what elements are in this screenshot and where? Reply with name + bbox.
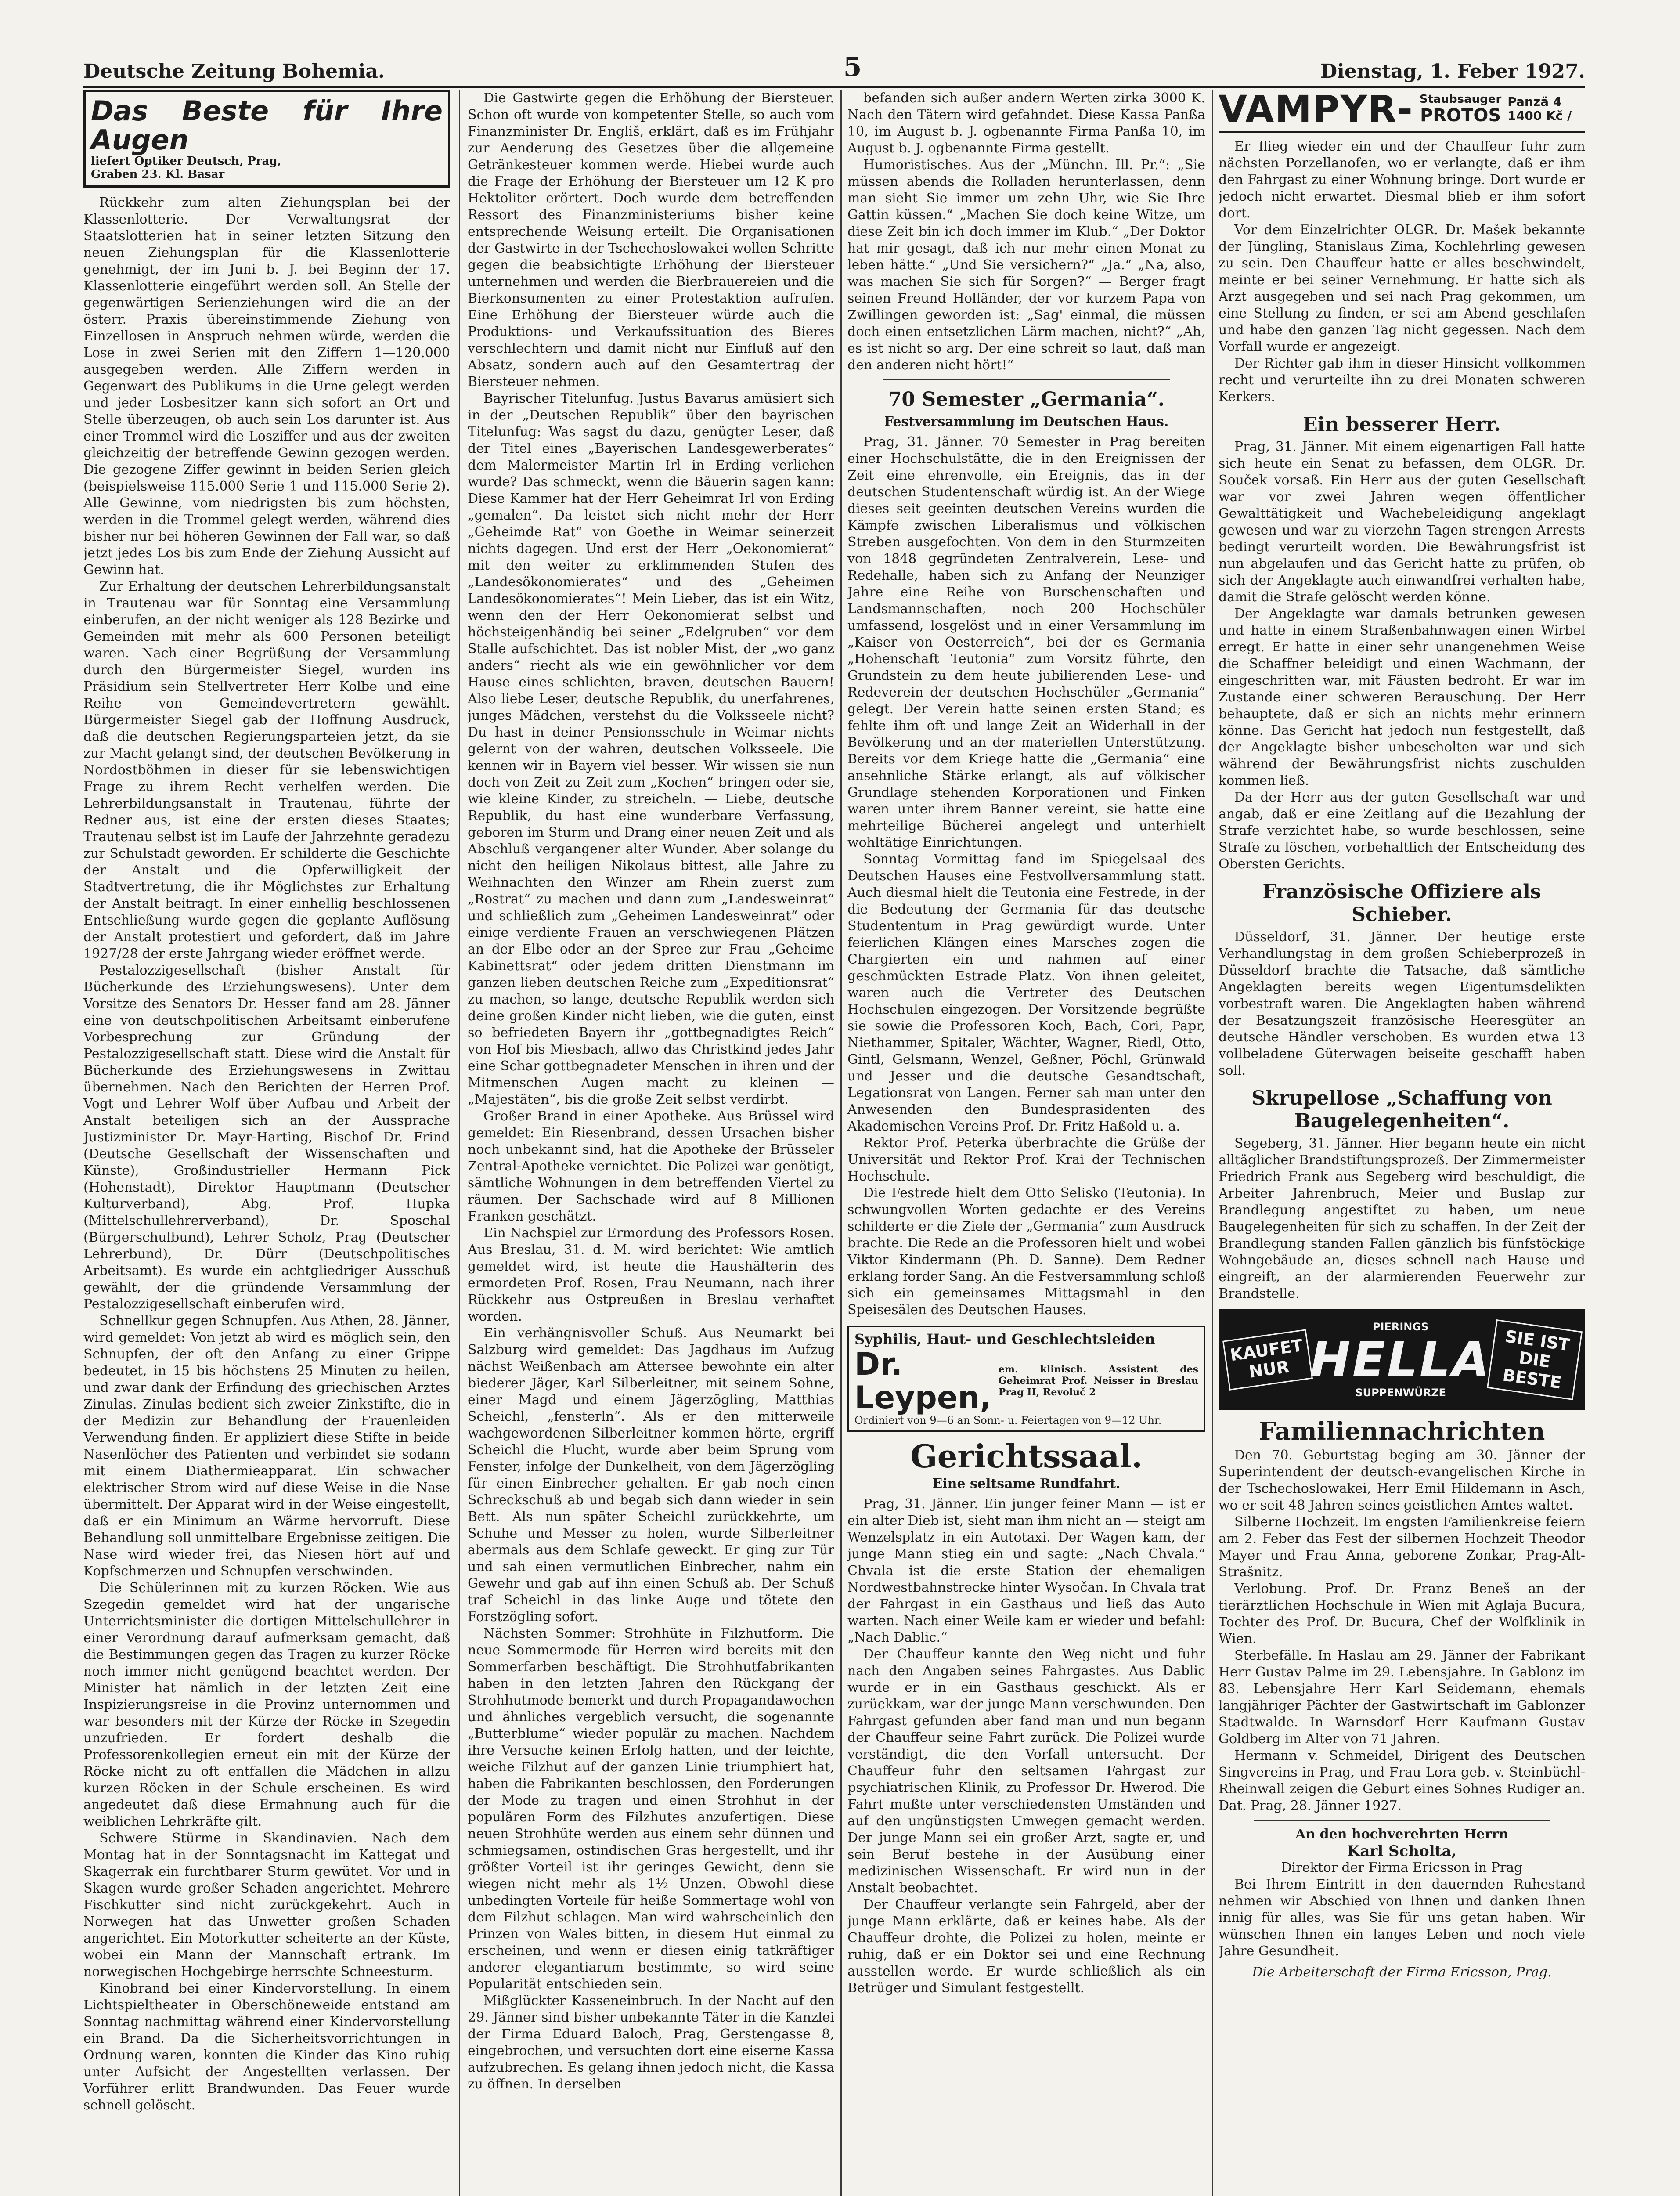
news-item: Zur Erhaltung der deutschen Lehrerbildungsanstalt in Trautenau war für Sonntag eine Versammlung einberufen, an der nicht weniger als 128 Bezirke und Gemeinden mit mehr als 600 Personen beteiligt waren. Nach einer Begrüßung der Versammlung durch den Bürgermeister Siegel, wurden ins Präsidium sein Stellvertreter Herr Kolbe und eine Reihe von Gemeindevertretern gewählt. Bürgermeister Siegel gab der Hoffnung Ausdruck, daß die deutschen Regierungsparteien jetzt, da sie zur Macht gelangt sind, der deutschen Bevölkerung in Nordostböhmen in dieser für sie lebenswichtigen Frage zu ihrem Recht verhelfen werden. Die Lehrerbildungsanstalt in Trautenau, führte der Redner aus, ist eine der ersten dieses Staates; Trautenau selbst ist im Laufe der Jahrzehnte geradezu zur Schulstadt geworden. Er schilderte die Geschichte der Anstalt und die Opferwilligkeit der Stadtvertretung, die ihr Möglichstes zur Erhaltung der Anstalt beitragt. In einer einhellig beschlossenen Entschließung wurde gegen die geplante Auflösung der Anstalt protestiert und gefordert, daß im Jahre 1927/28 der erste Jahrgang wieder eröffnet werde. <box>83 579 450 961</box>
bau-headline: Skrupellose „Schaffung von Baugelegenheiten“. <box>1251 1087 1552 1132</box>
dank-firm: Direktor der Firma Ericsson in Prag <box>1281 1860 1523 1875</box>
herr-headline: Ein besserer Herr. <box>1303 413 1501 436</box>
gerichtssaal-headline: Gerichtssaal. <box>910 1438 1143 1475</box>
optiker-ad-title: Das Beste für Ihre Augen <box>91 95 443 156</box>
article-paragraph: Rektor Prof. Peterka überbrachte die Grüße der Universität und Rektor Prof. Krai der Technischen Hochschule. <box>847 1135 1205 1184</box>
doctor-ad-name: Dr. Leypen, <box>854 1346 991 1416</box>
column-3-intro <box>847 90 1205 374</box>
news-item: Kinobrand bei einer Kindervorstellung. In einem Lichtspieltheater in Oberschöneweide entstand am Sonntag nachmittag während einer Kindervorstellung ein Brand. Da die Sicherheitsvorrichtungen in Ordnung waren, konnten die Kinder das Kino ruhig unter Aufsicht der Angestellten verlassen. Der Vorführer erlitt Brandwunden. Das Feuer wurde schnell gelöscht. <box>83 1981 450 2113</box>
article-paragraph: Prag, 31. Jänner. Mit einem eigenartigen Fall hatte sich heute ein Senat zu befassen, dem OLGR. Dr. Souček vorsaß. Ein Herr aus der guten Gesellschaft war vor zwei Jahren wegen öffentlicher Gewalttätigkeit und Wachebeleidigung angeklagt gewesen und war zu vierzehn Tagen strengen Arrests bedingt verurteilt worden. Die Bewährungsfrist ist nun abgelaufen und das Gericht hatte zu prüfen, ob sich der Angeklagte auch einwandfrei verhalten habe, damit die Strafe gelöscht werden könne. <box>1219 439 1585 605</box>
hella-ad <box>1219 1309 1585 1410</box>
offiziere-headline: Französische Offiziere als Schieber. <box>1262 881 1541 926</box>
doctor-ad <box>847 1326 1205 1432</box>
bau-article <box>1219 1135 1585 1302</box>
doctor-ad-hours: Ordiniert von 9—6 an Sonn- u. Feiertagen von 9—12 Uhr. <box>854 1414 1162 1427</box>
news-item: Pestalozzigesellschaft (bisher Anstalt für Bücherkunde des Erziehungswesens). Unter dem Vorsitze des Senators Dr. Hesser fand am 28. Jänner eine von deutschpolitischen Arbeitsamt einberufene Vorbesprechung zur Gründung der Pestalozzigesellschaft statt. Diese wird die Anstalt für Bücherkunde des Erziehungswesens in Zwittau übernehmen. Nach den Berichten der Herren Prof. Vogt und Lehrer Wolf über Aufbau und Arbeit der Anstalt beteiligen sich an der Aussprache Justizminister Dr. Mayr-Harting, Bischof Dr. Frind (Deutsche Gesellschaft der Wissenschaften und Künste), Großindustrieller Hermann Pick (Hohenstadt), Direktor Hauptmann (Deutscher Kulturverband), Abg. Prof. Hupka (Mittelschullehrerverband), Dr. Sposchal (Bürgerschulbund), Lehrer Scholz, Prag (Deutscher Lehrerbund), Dr. Dürr (Deutschpolitisches Arbeitsamt). Es wurde ein achtgliedriger Ausschuß gewählt, der die gründende Versammlung der Pestalozzigesellschaft einberufen wird. <box>83 963 450 1312</box>
vampyr-price: 1400 Kč / <box>1507 108 1572 123</box>
article-paragraph: Er flieg wieder ein und der Chauffeur fuhr zum nächsten Porzellanofen, wo er verlangte, daß er ihm den Fahrgast zu einer Wohnung bringe. Dort wurde er jedoch nicht erwartet. Diesmal blieb er ihm sofort dort. <box>1219 139 1585 221</box>
masthead-paper-name: Deutsche Zeitung Bohemia. <box>83 60 385 83</box>
optiker-ad-line: liefert Optiker Deutsch, Prag, <box>91 155 281 168</box>
hella-ad-right: SIE IST DIE BESTE <box>1487 1319 1583 1400</box>
section-divider <box>883 379 1170 380</box>
article-paragraph: Die Festrede hielt dem Otto Selisko (Teutonia). In schwungvollen Worten gedachte er des Vereins schilderte er die Ziele der „Germania“ zum Ausdruck brachte. Die Rede an die Professoren hielt und wobei Viktor Kindermann (Ph. D. Sanne). Dem Redner erklang forder Sang. An die Festversammlung schloß sich ein gemeinsames Mittagsmahl in den Speisesälen des Deutschen Hauses. <box>847 1185 1205 1318</box>
section-divider <box>1254 1820 1550 1821</box>
germania-headline: 70 Semester „Germania“. <box>888 388 1165 411</box>
column-4-intro <box>1219 138 1585 405</box>
herr-article <box>1219 439 1585 873</box>
hella-ad-sub: SUPPENWÜRZE <box>1355 1387 1446 1399</box>
dank-article <box>1219 1876 1585 1960</box>
masthead <box>83 47 1585 88</box>
column-2 <box>468 90 834 2196</box>
article-paragraph: Der Richter gab ihm in dieser Hinsicht vollkommen recht und verurteilte ihn zu drei Monaten schweren Kerkers. <box>1219 356 1585 405</box>
germania-subheadline: Festversammlung im Deutschen Haus. <box>884 414 1169 430</box>
article-paragraph: Sterbefälle. In Haslau am 29. Jänner der Fabrikant Herr Gustav Palme im 29. Lebensjahre. In Gablonz im 83. Lebensjahre Herr Karl Seidemann, ehemals langjähriger Pächter der Gastwirtschaft im Gablonzer Stadtwalde. In Warnsdorf Herr Kaufmann Gustav Goldberg im Alter von 71 Jahren. <box>1219 1648 1585 1747</box>
masthead-date: Dienstag, 1. Feber 1927. <box>1320 60 1585 83</box>
column-4 <box>1219 90 1585 2196</box>
article-paragraph: Den 70. Geburtstag beging am 30. Jänner der Superintendent der deutsch-evangelischen Kirche in der Tschechoslowakei, Herr Emil Hildemann in Asch, wo er seit 48 Jahren seines geistlichen Amtes waltet. <box>1219 1448 1585 1513</box>
article-paragraph: Prag, 31. Jänner. Ein junger feiner Mann — ist er ein alter Dieb ist, sieht man ihm nicht an — steigt am Wenzelsplatz in ein Autotaxi. Der Wagen kam, der junge Mann stieg ein und sagte: „Nach Chvala.“ Chvala ist die erste Station der ehemaligen Nordwestbahnstrecke hinter Wysočan. In Chvala trat der Fahrgast in ein Gasthaus und ließ das Auto warten. Nach einer Weile kam er wieder und befahl: „Nach Dablic.“ <box>847 1496 1205 1645</box>
article-paragraph: Hermann v. Schmeidel, Dirigent des Deutschen Singvereins in Prag, und Frau Lora geb. v. Steinbüchl-Rheinwall zeigen die Geburt eines Sohnes Rudiger an. Dat. Prag, 28. Jänner 1927. <box>1219 1748 1585 1813</box>
column-divider <box>1212 90 1213 2196</box>
news-item: Die Schülerinnen mit zu kurzen Röcken. Wie aus Szegedin gemeldet wird hat der ungarische Unterrichtsminister die dortigen Mittelschullehrer in einer Verordnung darauf aufmerksam gemacht, daß die Bestimmungen gegen das Tragen zu kurzer Röcke noch immer nicht genügend beachtet werden. Der Minister hat nämlich in der letzten Zeit eine Inspizierungsreise in die Provinz unternommen und war besonders mit der Kürze der Röcke in Szegedin unzufrieden. Er fordert deshalb die Professorenkollegien erneut ein mit der Kürze der Röcke nicht zu oft entfallen die Mädchen in allzu kurzen Röcken in der Schule erscheinen. Es wird angedeutet daß diese Ermahnung auch für die weiblichen Lehrkräfte gilt. <box>83 1580 450 1829</box>
gerichtssaal-article <box>847 1496 1205 1997</box>
news-item: Ein verhängnisvoller Schuß. Aus Neumarkt bei Salzburg wird gemeldet: Das Jagdhaus im Aufzug nächst Weißenbach am Attersee bewohnte ein alter biederer Jäger, Karl Silberleitner, mit seinem Sohne, einer Magd und einem Jägerzögling, Matthias Scheichl, „fensterln“. Als er den mitterweile wachgewordenen Silberleitner kommen hörte, ergriff Scheichl die Flucht, wurde aber beim Sprung vom Fenster, infolge der Dunkelheit, von dem Jägerzögling für einen Einbrecher gehalten. Er gab noch einen Schreckschuß ab und begab sich dann wieder in sein Bett. Als nun später Scheichl zurückkehrte, um Schuhe und Messer zu holen, wurde Silberleitner abermals aus dem Schlafe geweckt. Er ging zur Tür und sah einen vermutlichen Einbrecher, nahm ein Gewehr und gab auf ihn einen Schuß ab. Der Schuß traf Scheichl in das linke Auge und tötete den Forstzögling sofort. <box>468 1326 834 1625</box>
article-paragraph: Der Chauffeur kannte den Weg nicht und fuhr nach den Angaben seines Fahrgastes. Aus Dablic wurde er in ein Gasthaus geschickt. Als er zurückkam, war der junge Mann verschwunden. Den Fahrgast gefunden aber fand man und nun begann der Chauffeur seine Fahrt zurück. Die Polizei wurde verständigt, die den Vorfall untersucht. Der Chauffeur fuhr den seltsamen Fahrgast zur psychiatrischen Klinik, zu Professor Dr. Hwerod. Die Fahrt mußte unter verschiedensten Umständen und auf den ungünstigsten Umwegen gemacht werden. Der junge Mann sei ein großer Arzt, sagte er, und sein Beruf bestehe in der Ausübung einer medizinischen Wissenschaft. Er wird nun in der Anstalt beobachtet. <box>847 1647 1205 1896</box>
article-paragraph: Der Chauffeur verlangte sein Fahrgeld, aber der junge Mann erklärte, daß er keines habe. Als der Chauffeur drohte, die Polizei zu holen, meinte er ruhig, daß er ein Doktor sei und eine Rechnung ausstellen werde. Er wurde schließlich als ein Betrüger und Simulant festgestellt. <box>847 1897 1205 1996</box>
news-item: befanden sich außer andern Werten zirka 3000 K. Nach den Tätern wird gefahndet. Diese Kassa Panßa 10, im August b. J. ogbenannte Firma Panßa 10, im August b. J. ogbenannte Firma gestellt. <box>847 90 1205 156</box>
news-item: Bayrischer Titelunfug. Justus Bavarus amüsiert sich in der „Deutschen Republik“ über den bayrischen Titelunfug: Was sagst du dazu, genügter Leser, daß der Titel eines „Bayerischen Landesgewerberates“ dem Malermeister Martin Irl in Erding verliehen wurde? Das schmeckt, wenn die Bäuerin sagen kann: Diese Kammer hat der Herr Geheimrat Irl von Erding „gemalen“. Da leistet sich nicht mehr der Herr „Geheimde Rat“ von Goethe in Weimar seinerzeit nichts dagegen. Und erst der Herr „Oekonomierat“ mit den weiter zu erklimmenden Stufen des „Landesökonomierates“ und des „Geheimen Landesökonomierates“! Mein Lieber, das ist ein Witz, wenn den der Herr Oekonomierat selbst und höchsteigenhändig bei seiner „Edelgruben“ vor dem Stalle aufschichtet. Das ist nobler Mist, der „wo ganz anders“ riecht als wie ein gewöhnlicher vor dem Hause eines schlichten, braven, deutschen Bauern! Also liebe Leser, deutsche Republik, du unerfahrenes, junges Mädchen, verstehst du die Volksseele nicht? Du hast in deiner Pensionsschule in Weimar nichts gelernt von der wahren, deutschen Volksseele. Die kennen wir in Bayern viel besser. Wir wissen sie nun doch von Zeit zu Zeit zum „Kochen“ bringen oder sie, wie kleine Kinder, zu streicheln. — Liebe, deutsche Republik, du hast eine wunderbare Verfassung, geboren im Sturm und Drang einer neuen Zeit und als Abschluß vergangener alter Wunder. Aber solange du nicht den heiligen Nikolaus bittest, alle Jahre zu Weihnachten den Winzer am Rhein zuerst zum „Rostrat“ zu machen und dann zum „Landesweinrat“ und schließlich zum „Geheimen Landesweinrat“ oder einige verdiente Frauen an verschwiegenen Plätzen an der Elbe oder an der Spree zur Frau „Geheime Kabinettsrat“ oder jedem dritten Dienstmann im ganzen lieben deutschen Reiche zum „Expeditionsrat“ zu machen, so lange, deutsche Republik werden sich deine großen Kinder nicht lieben, wie die guten, einst so befriedeten Bayern ihr „gottbegnadigtes Reich“ von Hof bis Miesbach, allwo das Christkind jedes Jahr eine Schar gottbegnadeter Menschen in ihren und der Mitmenschen Augen macht zu kleinen — „Majestäten“, bis die große Zeit selbst verdirbt. <box>468 391 834 1107</box>
news-item: Humoristisches. Aus der „Münchn. Ill. Pr.“: „Sie müssen abends die Rolladen herunterlassen, denn man sieht Sie immer um zehn Uhr, wie Sie Ihre Gattin küssen.“ „Machen Sie doch keine Witze, um diese Zeit bin ich doch immer im Klub.“ „Der Doktor hat mir gesagt, daß ich nur mehr einen Monat zu leben hätte.“ „Und Sie versichern?“ „Ja.“ „Na, also, was machen Sie sich für Sorgen?“ — Berger fragt seinen Freund Holländer, der vor kurzem Papa von Zwillingen geworden ist: „Sag' einmal, die müssen doch einen entsetzlichen Lärm machen, nicht?“ „Ah, es ist nicht so arg. Der eine schreit so laut, daß man den anderen nicht hört!“ <box>847 157 1205 373</box>
hella-ad-top: PIERINGS <box>1372 1321 1429 1333</box>
optiker-ad-address: Graben 23. Kl. Basar <box>91 168 225 181</box>
news-item: Mißglückter Kasseneinbruch. In der Nacht auf den 29. Jänner sind bisher unbekannte Täter in die Kanzlei der Firma Eduard Baloch, Prag, Gerstengasse 8, eingebrochen, und versuchten dort eine eiserne Kassa aufzubrechen. Es gelang ihnen jedoch nicht, die Kassa zu öffnen. In derselben <box>468 1993 834 2092</box>
hella-logo: HELLA <box>1310 1332 1491 1388</box>
article-paragraph: Prag, 31. Jänner. 70 Semester in Prag bereiten einer Hochschulstätte, die in den Ereignissen der Zeit eine ehrenvolle, ein Ereignis, das in der deutschen Studentenschaft würdig ist. An der Wiege dieses seit geeinten deutschen Vereins wurden die Kämpfe zwischen Liberalismus und völkischen Streben ausgefochten. Von dem in den Sturmzeiten von 1848 gegründeten Zentralverein, Lese- und Redehalle, haben sich zu Anfang der Neunziger Jahre eine Reihe von Burschenschaften und Landsmannschaften, noch 200 Hochschüler umfassend, losgelöst und in einer Versammlung im „Kaiser von Oesterreich“, bei der es Germania „Hohenschaft Teutonia“ zum Vorsitz führte, den Grundstein zu dem heute jubilierenden Lese- und Redeverein der deutschen Hochschüler „Germania“ gelegt. Der Verein hatte seinen ersten Stand; es fehlte ihm oft und lange Zeit an Widerhall in der Bevölkerung und an der materiellen Unterstützung. Bereits vor dem Kriege hatte die „Germania“ eine ansehnliche Stärke erlangt, als auf völkischer Grundlage stehenden Korporationen und Finken waren unter ihrem Banner vereint, sie hatte eine mehrteilige Bücherei angelegt und unterhielt wohltätige Einrichtungen. <box>847 434 1205 850</box>
dank-name: Karl Scholta, <box>1347 1842 1457 1860</box>
news-item: Schnellkur gegen Schnupfen. Aus Athen, 28. Jänner, wird gemeldet: Von jetzt ab wird es möglich sein, den Schnupfen, der oft den Anfang zu einer Grippe bedeutet, in 15 bis höchstens 25 Minuten zu heilen, und zwar dank der Erfindung des griechischen Arztes Zinulas. Zinulas bedient sich zweier Zinkstifte, die in der Medizin zur Behandlung der Frauenleiden Verwendung finden. Er appliziert diese Stifte in beide Nasenlöcher des Patienten und verbindet sie sodann mit einem Diathermieapparat. Ein schwacher elektrischer Strom wird auf diese Weise in die Nase übermittelt. Der Apparat wird in der Weise eingestellt, daß er ein Minimum an Wärme hervorruft. Diese Behandlung soll unmittelbare Ergebnisse zeitigen. Die Nase wird wieder frei, das Niesen hört auf und Kopfschmerzen und Schnupfen verschwinden. <box>83 1313 450 1579</box>
news-item: Schwere Stürme in Skandinavien. Nach dem Montag hat in der Sonntagsnacht im Kattegat und Skagerrak ein furchtbarer Sturm gewütet. Vor und in Skagen wurde großer Schaden angerichtet. Mehrere Fischkutter sind nicht zurückgekehrt. Auch in Norwegen hat das Unwetter großen Schaden angerichtet. Ein Motorkutter scheiterte an der Küste, wobei ein Mann der Mannschaft ertrank. Im norwegischen Hochgebirge herrschte Schneesturm. <box>83 1831 450 1979</box>
vampyr-brand: VAMPYR- <box>1219 90 1413 130</box>
article-paragraph: Bei Ihrem Eintritt in den dauernden Ruhestand nehmen wir Abschied von Ihnen und danken Ihnen innig für alles, was Sie für uns getan haben. Wir wünschen Ihnen ein langes Leben und noch viele Jahre Gesundheit. <box>1219 1877 1585 1959</box>
article-paragraph: Silberne Hochzeit. Im engsten Familienkreise feiern am 2. Feber das Fest der silbernen Hochzeit Theodor Mayer und Frau Anna, geborene Zonkar, Prag-Alt-Strašnitz. <box>1219 1514 1585 1580</box>
column-1-articles <box>83 195 450 2114</box>
optiker-ad <box>83 90 450 188</box>
dank-signature: Die Arbeiterschaft der Firma Ericsson, Prag. <box>1252 1965 1552 1980</box>
article-paragraph: Sonntag Vormittag fand im Spiegelsaal des Deutschen Hauses eine Festvollversammlung statt. Auch diesmal hielt die Teutonia eine Festrede, in der die Bedeutung der Germania für das deutsche Studententum in Prag gewürdigt wurde. Unter feierlichen Klängen eines Marsches zogen die Chargierten ein und nahmen auf einer geschmückten Estrade Platz. Von ihnen geleitet, waren auch die Vertreter des Deutschen Hochschulen eingezogen. Der Vorsitzende begrüßte sie sowie die Professoren Koch, Bach, Cori, Papr, Niethammer, Spitaler, Wächter, Wagner, Riedl, Otto, Gintl, Gelsmann, Wenzel, Geßner, Pöchl, Grünwald und Jesser und die deutsche Gesandtschaft, Legationsrat von Langen. Ferner sah man unter den Anwesenden den Bundesprasidenten des Akademischen Vereins Prof. Dr. Fritz Haßold u. a. <box>847 852 1205 1134</box>
article-paragraph: Verlobung. Prof. Dr. Franz Beneš an der tierärztlichen Hochschule in Wien mit Aglaja Bucura, Tochter des Prof. Dr. Bucura, Chef der Wolfklinik in Wien. <box>1219 1581 1585 1647</box>
hella-ad-left: KAUFET NUR <box>1222 1329 1313 1391</box>
dank-title: An den hochverehrten Herrn <box>1295 1827 1508 1842</box>
column-2-articles <box>468 90 834 2093</box>
page-number: 5 <box>843 52 862 83</box>
news-item: Großer Brand in einer Apotheke. Aus Brüssel wird gemeldet: Ein Riesenbrand, dessen Ursachen bisher noch unbekannt sind, hat die Apotheke der Brüsseler Zentral-Apotheke vernichtet. Die Polizei war genötigt, sämtliche Wohnungen in dem betreffenden Viertel zu räumen. Der Sachschade wird auf 8 Millionen Franken geschätzt. <box>468 1109 834 1224</box>
column-divider <box>840 90 842 2196</box>
vampyr-ad <box>1219 90 1585 133</box>
offiziere-article <box>1219 929 1585 1079</box>
doctor-ad-specialty: Syphilis, Haut- und Geschlechtsleiden <box>854 1331 1155 1347</box>
doctor-ad-description: em. klinisch. Assistent des Geheimrat Prof. Neisser in Breslau Prag II, Revoluč 2 <box>998 1364 1198 1398</box>
familien-article <box>1219 1447 1585 1814</box>
article-paragraph: Segeberg, 31. Jänner. Hier begann heute ein nicht alltäglicher Brandstiftungsprozeß. Der Zimmermeister Friedrich Frank aus Segeberg wird beschuldigt, die Arbeiter Jahrenbruch, Meier und Buslap zur Brandlegung angestiftet zu haben, um neue Baugelegenheiten für sich zu schaffen. In der Zeit der Brandlegung standen Fallen gänzlich bis fünfstöckige Wohngebäude an, dieses schnell nach Hause und eingreift, an der alarmierenden Feuerwehr zur Brandstelle. <box>1219 1136 1585 1301</box>
vampyr-price-label: Panzä 4 <box>1507 94 1562 109</box>
germania-article <box>847 434 1205 1318</box>
column-1 <box>83 90 450 2196</box>
article-paragraph: Der Angeklagte war damals betrunken gewesen und hatte in einem Straßenbahnwagen einen Wirbel erregt. Er hatte in einer sehr unangenehmen Weise die Schaffner beleidigt und einen Wachmann, der eingeschritten war, mit Fäusten bedroht. Er war im Zustande einer schweren Berauschung. Der Herr behauptete, daß er sich an nichts mehr erinnern könne. Das Gericht hat jedoch nun festgestellt, daß der Angeklagte bisher unbescholten war und sich während der Bewährungsfrist nichts zuschulden kommen ließ. <box>1219 606 1585 788</box>
column-divider <box>459 90 460 2196</box>
news-item: Ein Nachspiel zur Ermordung des Professors Rosen. Aus Breslau, 31. d. M. wird berichtet: Wie amtlich gemeldet wird, ist heute die Haushälterin des ermordeten Prof. Rosen, Frau Neumann, nach ihrer Rückkehr aus Ostpreußen in Breslau verhaftet worden. <box>468 1225 834 1324</box>
vampyr-subtitle: Staubsauger <box>1419 93 1502 106</box>
column-3 <box>847 90 1205 2196</box>
gerichtssaal-subheadline: Eine seltsame Rundfahrt. <box>932 1476 1121 1492</box>
familien-headline: Familiennachrichten <box>1258 1417 1545 1446</box>
article-paragraph: Vor dem Einzelrichter OLGR. Dr. Mašek bekannte der Jüngling, Stanislaus Zima, Kochlehrling gewesen zu sein. Den Chauffeur hatte er alles beschwindelt, meinte er bei seiner Vernehmung. Er hatte sich als Arzt ausgegeben und sei nach Prag gekommen, um eine Stellung zu finden, er sei am Abend geschlafen und habe den ganzen Tag nicht gegessen. Nach dem Vorfall wurde er angezeigt. <box>1219 222 1585 354</box>
article-paragraph: Da der Herr aus der guten Gesellschaft war und angab, daß er eine Zeitlang auf die Bezahlung der Strafe verzichtet habe, so wurde beschlossen, seine Strafe zu löschen, vorbehaltlich der Entscheidung des Obersten Gerichts. <box>1219 790 1585 872</box>
news-item: Rückkehr zum alten Ziehungsplan bei der Klassenlotterie. Der Verwaltungsrat der Staatslotterien hat in seiner letzten Sitzung den neuen Ziehungsplan für die Klassenlotterie genehmigt, der im Juni b. J. bei Beginn der 17. Klassenlotterie eingeführt werden soll. An Stelle der gegenwärtigen Serienziehungen wird die an der österr. Praxis übereinstimmende Ziehung von Einzellosen in Anspruch nehmen würde, werden die Lose in zwei Serien mit den Ziffern 1—120.000 ausgegeben werden. Alle Ziffern werden in Gegenwart des Publikums in die Urne gelegt werden und jeder Losbesitzer kann sich sofort an Ort und Stelle überzeugen, ob auch sein Los darunter ist. Aus einer Trommel wird die Losziffer und aus der zweiten gleichzeitig der betreffende Gewinn gezogen werden. Die gezogene Ziffer gewinnt in beiden Serien gleich (beispielsweise 115.000 Serie 1 und 115.000 Serie 2). Alle Gewinne, vom niedrigsten bis zum höchsten, werden in die Trommel gelegt werden, während dies bisher nur bei höheren Gewinnen der Fall war, so daß jetzt jedes Los bis zum Ende der Ziehung Aussicht auf Gewinn hat. <box>83 195 450 578</box>
news-item: Die Gastwirte gegen die Erhöhung der Biersteuer. Schon oft wurde von kompetenter Stelle, so auch vom Finanzminister Dr. Engliš, erklärt, daß es im Frühjahr zur Aenderung des Gesetzes über die allgemeine Getränkesteuer kommen werde. Hiebei wurde auch die Frage der Erhöhung der Biersteuer um 12 K pro Hektoliter erörtert. Doch wurde dem betreffenden Ressort des Finanzministeriums bisher keine entsprechende Weisung erteilt. Die Organisationen der Gastwirte in der Tschechoslowakei wollen Schritte gegen die beabsichtigte Erhöhung der Biersteuer unternehmen und werden die Bierbrauereien und die Bierkonsumenten zu einer Protestaktion aufrufen. Eine Erhöhung der Biersteuer würde auch die Produktions- und Verkaufssituation des Bieres verschlechtern und damit nicht nur Einfluß auf den Absatz, sondern auch auf den Gesamtertrag der Biersteuer nehmen. <box>468 90 834 390</box>
vampyr-protos: PROTOS <box>1420 105 1501 126</box>
news-item: Nächsten Sommer: Strohhüte in Filzhutform. Die neue Sommermode für Herren wird bereits mit den Sommerfarben beschäftigt. Die Strohhutfabrikanten haben in den letzten Jahren den Rückgang der Strohhutmode bemerkt und durch Propagandawochen und ähnliches vergeblich versucht, die sogenannte „Butterblume“ wieder populär zu machen. Nachdem ihre Versuche keinen Erfolg hatten, und der leichte, weiche Filzhut auf der ganzen Linie triumphiert hat, haben die Fabrikanten beschlossen, den Forderungen der Mode zu tragen und einen Strohhut in der populären Form des Filzhutes anzufertigen. Diese neuen Strohhüte werden aus einem sehr dünnen und schmiegsamen, ostindischen Gras hergestellt, und ihr größter Vorteil ist ihr geringes Gewicht, denn sie wiegen nicht mehr als 1½ Unzen. Obwohl diese unbedingten Vorteile für heiße Sommertage wohl von dem Filzhut schlagen. Man wird wahrscheinlich den Prinzen von Wales bitten, in diesem Hut einmal zu erscheinen, und wenn er diesen einig tatkräftiger anderer elegantiarum bestimmte, so wird seine Popularität entschieden sein. <box>468 1626 834 1992</box>
article-paragraph: Düsseldorf, 31. Jänner. Der heutige erste Verhandlungstag in dem großen Schieberprozeß in Düsseldorf brachte die Tatsache, daß sämtliche Angeklagten bereits wegen Eigentumsdelikten vorbestraft waren. Die Angeklagten haben während der Besatzungszeit französische Heeresgüter an deutsche Händler verschoben. Es wurden etwa 13 vollbeladene Güterwagen beiseite geschafft haben soll. <box>1219 929 1585 1078</box>
